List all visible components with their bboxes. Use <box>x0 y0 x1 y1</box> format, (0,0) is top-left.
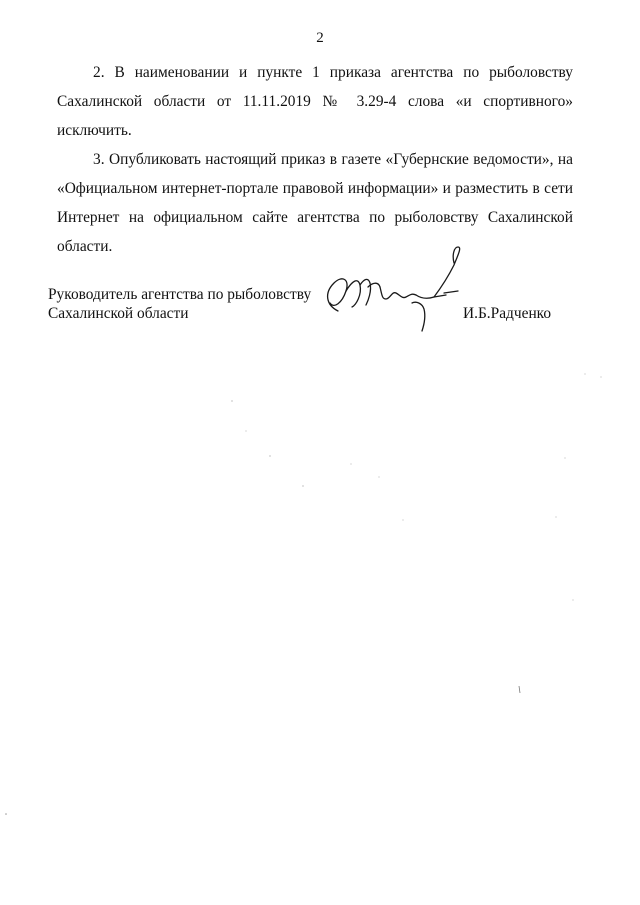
document-body <box>57 58 573 261</box>
signer-name: И.Б.Радченко <box>463 305 552 322</box>
page-number: 2 <box>316 30 324 46</box>
handwritten-signature <box>316 243 476 333</box>
signature-block <box>48 285 568 345</box>
signer-position <box>48 285 311 323</box>
signer-position-line-1: Руководитель агентства по рыболовству <box>48 286 312 303</box>
signer-position-line-2: Сахалинской области <box>48 305 189 322</box>
paragraph-2: 2. В наименовании и пункте 1 приказа агентства по рыболовству Сахалинской области от 11.11.2019 № 3.29-4 слова «и спортивного» исключить. <box>57 64 573 139</box>
paragraph-3: 3. Опубликовать настоящий приказ в газете «Губернские ведомости», на «Официальном интернет-портале правовой информации» и разместить в сети Интернет на официальном сайте агентства по рыболовству Сахалинской области. <box>57 151 573 255</box>
